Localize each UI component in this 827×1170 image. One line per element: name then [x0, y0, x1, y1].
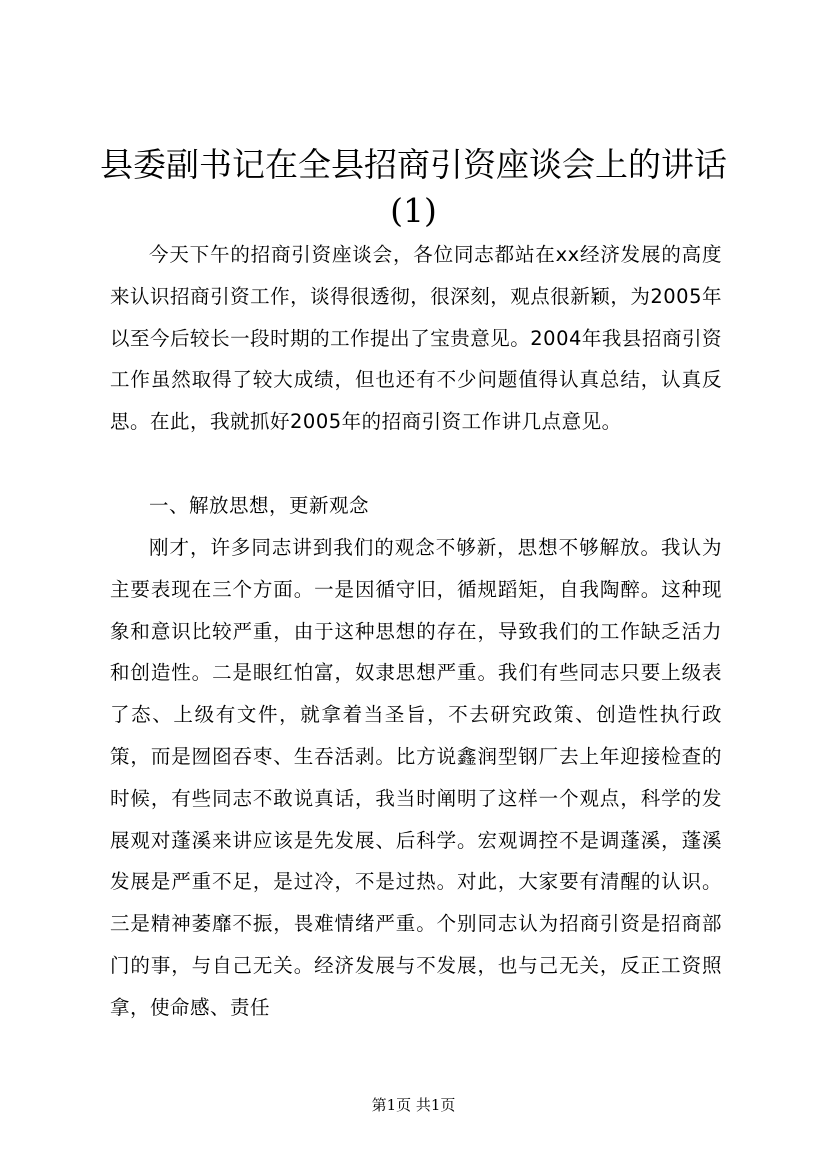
paragraph-intro: 今天下午的招商引资座谈会，各位同志都站在xx经济发展的高度来认识招商引资工作，谈得很透彻，很深刻，观点很新颖，为2005年以至今后较长一段时期的工作提出了宝贵意见。2004年我县招商引资工作虽然取得了较大成绩，但也还有不少问题值得认真总结，认真反思。在此，我就抓好2005年的招商引资工作讲几点意见。 [110, 243, 722, 434]
page-footer: 第1页 共1页 [371, 1096, 456, 1114]
document-title-suffix: (1) [390, 191, 437, 230]
paragraph-section-one: 刚才，许多同志讲到我们的观念不够新，思想不够解放。我认为主要表现在三个方面。一是因循守旧，循规蹈矩，自我陶醉。这种现象和意识比较严重，由于这种思想的存在，导致我们的工作缺乏活力和创造性。二是眼红怕富，奴隶思想严重。我们有些同志只要上级表了态、上级有文件，就拿着当圣旨，不去研究政策、创造性执行政策，而是囫囵吞枣、生吞活剥。比方说鑫润型钢厂去上年迎接检查的时候，有些同志不敢说真话，我当时阐明了这样一个观点，科学的发展观对蓬溪来讲应该是先发展、后科学。宏观调控不是调蓬溪，蓬溪发展是严重不足，是过冷，不是过热。对此，大家要有清醒的认识。三是精神萎靡不振，畏难情绪严重。个别同志认为招商引资是招商部门的事，与自己无关。经济发展与不发展，也与己无关，反正工资照拿，使命感、责任 [110, 536, 722, 1019]
section-heading: 一、解放思想，更新观念 [149, 494, 370, 517]
document-title: 县委副书记在全县招商引资座谈会上的讲话 [100, 145, 727, 184]
